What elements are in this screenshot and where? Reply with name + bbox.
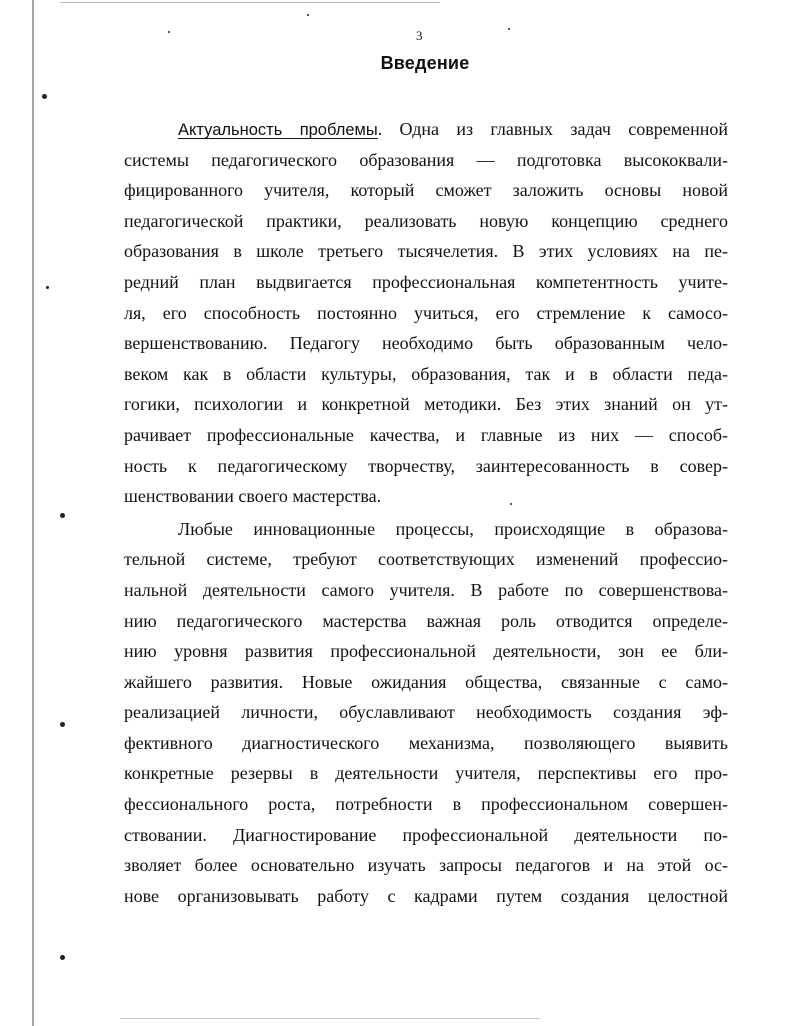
section-heading-underlined: Актуальность проблемы [178, 121, 378, 139]
scan-speck [60, 722, 65, 727]
text-line: вершенствованию. Педагогу необходимо быть образованным чело- [124, 333, 728, 354]
page-title: Введение [380, 53, 470, 73]
scan-speck [508, 28, 510, 30]
text-line: тельной системе, требуют соответствующих изменений профессио- [124, 549, 728, 570]
scan-border-left [32, 0, 34, 1026]
text-line: веком как в области культуры, образования, так и в области педа- [124, 363, 728, 384]
text-line: шенствовании своего мастерства. [124, 486, 382, 507]
text-line: реализацией личности, обуславливают необходимость создания эф- [124, 702, 728, 723]
text-line: фессионального роста, потребности в профессиональном совершен- [124, 794, 728, 815]
text-line [124, 114, 728, 145]
scan-speck [42, 94, 47, 99]
text-line: Любые инновационные процессы, происходящие в образова- [178, 518, 728, 539]
scan-speck [46, 286, 49, 289]
text-line: нию педагогического мастерства важная роль отводится определе- [124, 610, 728, 631]
text-line: системы педагогического образования — подготовка высококвали- [124, 149, 728, 170]
scan-border-bottom [120, 1018, 540, 1019]
page-number: 3 [416, 28, 423, 43]
text-line: ность к педагогическому творчеству, заинтересованность в совер- [124, 455, 728, 476]
text-line: педагогической практики, реализовать новую концепцию среднего [124, 210, 728, 231]
text-line: конкретные резервы в деятельности учителя, перспективы его про- [124, 763, 728, 784]
text-line: нове организовывать работу с кадрами путем создания целостной [124, 885, 728, 906]
scan-speck [60, 955, 65, 960]
text-line: образования в школе третьего тысячелетия. В этих условиях на пе- [124, 241, 728, 262]
text-line: ствовании. Диагностирование профессиональной деятельности по- [124, 824, 728, 845]
paragraph-2 [124, 514, 728, 912]
text-line: нию уровня развития профессиональной деятельности, зон ее бли- [124, 641, 728, 662]
text-span: . Одна из главных задач современной [377, 119, 728, 139]
paragraph-1 [124, 114, 728, 512]
text-line: жайшего развития. Новые ожидания общества, связанные с само- [124, 671, 728, 692]
scan-speck [307, 14, 309, 16]
text-line: фективного диагностического механизма, позволяющего выявить [124, 732, 728, 753]
text-line: фицированного учителя, который сможет заложить основы новой [124, 180, 728, 201]
scan-border-top [60, 2, 440, 3]
text-line: гогики, психологии и конкретной методики. Без этих знаний он ут- [124, 394, 728, 415]
text-line: редний план выдвигается профессиональная компетентность учите- [124, 271, 728, 292]
document-body [124, 114, 728, 911]
text-line: ля, его способность постоянно учиться, его стремление к самосо- [124, 302, 728, 323]
text-line: зволяет более основательно изучать запросы педагогов и на этой ос- [124, 855, 728, 876]
text-line: нальной деятельности самого учителя. В работе по совершенствова- [124, 579, 728, 600]
scan-speck [60, 513, 65, 518]
scan-speck [168, 31, 170, 33]
text-line: рачивает профессиональные качества, и главные из них — способ- [124, 424, 728, 445]
